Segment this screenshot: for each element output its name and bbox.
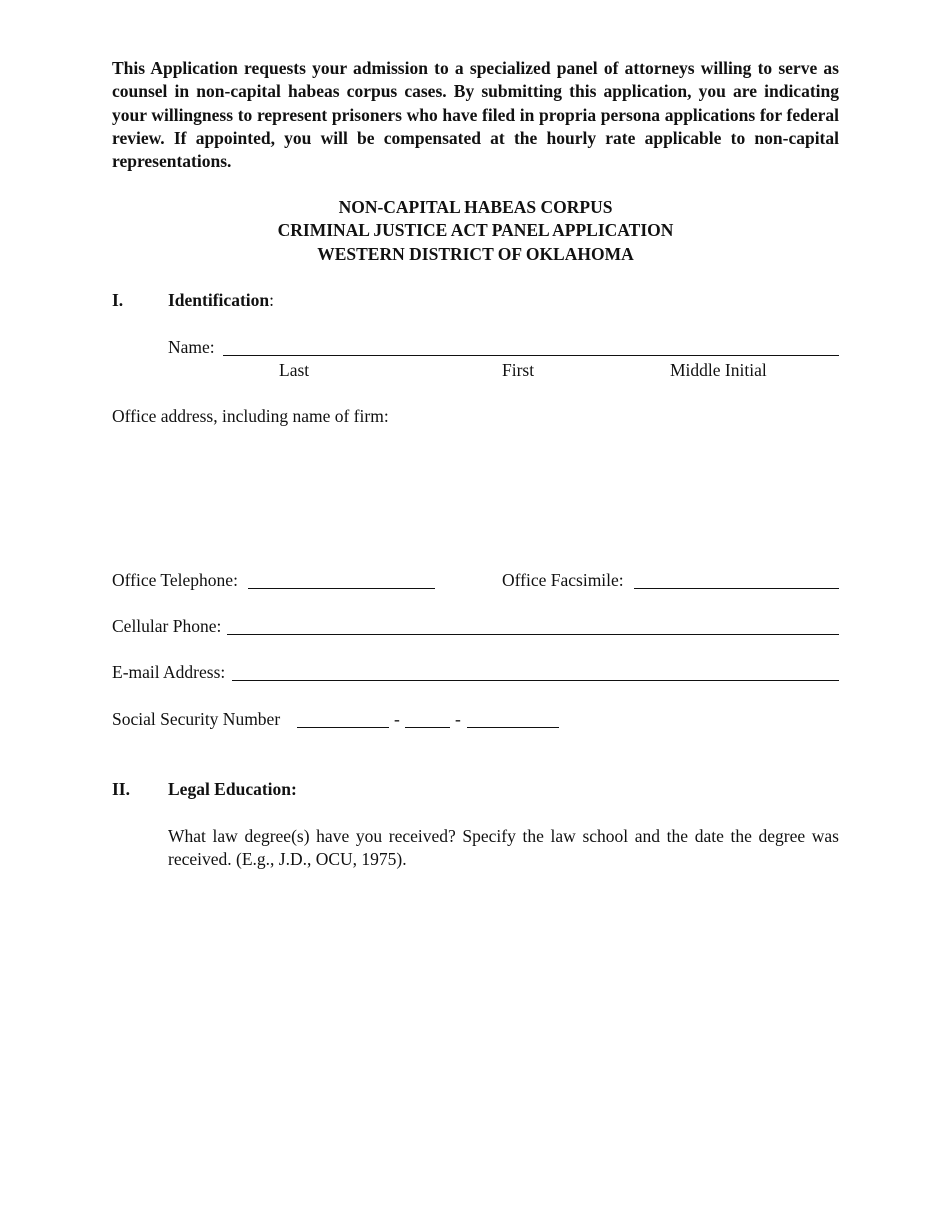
section-title-colon: : <box>269 290 274 310</box>
ssn-label: Social Security Number <box>112 709 281 729</box>
section-title: Legal Education: <box>168 779 297 799</box>
ssn-dash-2: - <box>455 709 461 729</box>
name-field[interactable] <box>223 355 839 356</box>
form-title-line-2: CRIMINAL JUSTICE ACT PANEL APPLICATION <box>277 220 674 241</box>
office-address-field[interactable] <box>112 432 839 557</box>
office-facsimile-label: Office Facsimile: <box>502 570 624 590</box>
name-last-caption: Last <box>279 360 310 380</box>
cellular-phone-field[interactable] <box>227 634 839 635</box>
name-first-caption: First <box>502 360 535 380</box>
office-address-label: Office address, including name of firm: <box>112 406 389 426</box>
name-middle-initial-caption: Middle Initial <box>670 360 767 380</box>
form-title-block <box>112 196 839 266</box>
ssn-part-1-field[interactable] <box>297 727 389 728</box>
law-degree-question: What law degree(s) have you received? Specify the law school and the date the degree was received. (E.g., J.D., OCU, 1975). <box>168 826 839 870</box>
name-label: Name: <box>168 337 215 357</box>
section-title: Identification <box>168 290 270 310</box>
section-identification-heading <box>112 289 839 312</box>
ssn-part-2-field[interactable] <box>405 727 450 728</box>
form-title-line-1: NON-CAPITAL HABEAS CORPUS <box>338 197 613 217</box>
email-address-label: E-mail Address: <box>112 662 226 682</box>
office-telephone-label: Office Telephone: <box>112 570 238 590</box>
form-title-line-3: WESTERN DISTRICT OF OKLAHOMA <box>317 243 634 264</box>
cellular-phone-label: Cellular Phone: <box>112 616 222 636</box>
email-address-field[interactable] <box>232 680 839 681</box>
section-number: II. <box>112 779 130 799</box>
section-number: I. <box>112 290 124 310</box>
office-facsimile-field[interactable] <box>634 588 839 589</box>
section-legal-education-heading <box>112 778 839 801</box>
intro-paragraph: This Application requests your admission to a specialized panel of attorneys willing to serve as counsel in non-capital habeas corpus cases. By submitting this application, you are indicating your willingness to represent prisoners who have filed in propria persona applications for federal review. If appointed, you will be compensated at the hourly rate applicable to non-capital representations. <box>112 58 839 172</box>
ssn-part-3-field[interactable] <box>467 727 559 728</box>
office-telephone-field[interactable] <box>248 588 435 589</box>
ssn-dash-1: - <box>394 709 400 729</box>
